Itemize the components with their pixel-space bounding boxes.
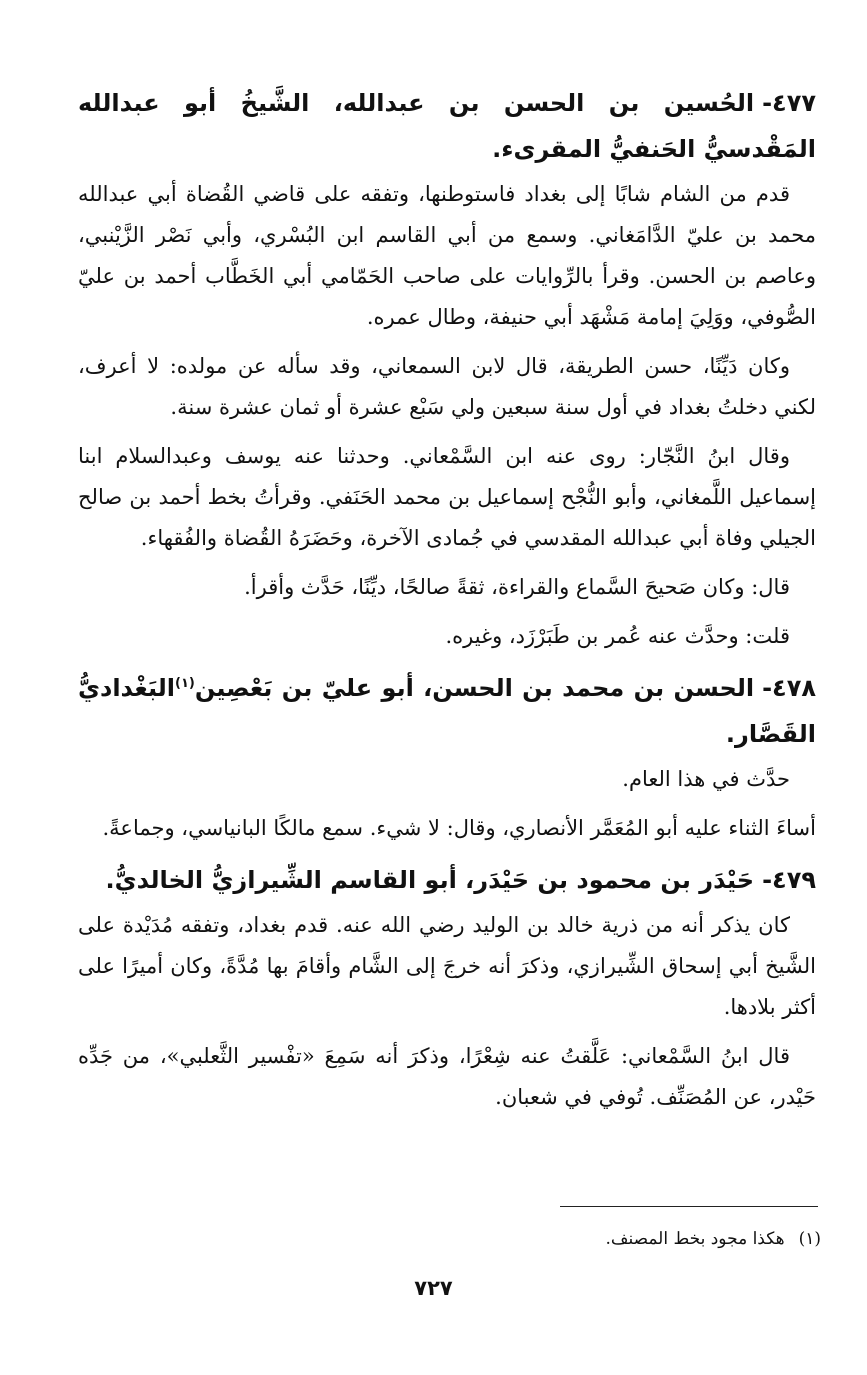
entry-heading-478 [78, 665, 816, 757]
entry-title: الحُسين بن الحسن بن عبدالله، الشَّيخُ أبو عبدالله المَقْدسيُّ الحَنفيُّ المقرىء. [78, 89, 816, 163]
entry-title: الحسن بن محمد بن الحسن، أبو عليّ بن بَعْصِين [194, 674, 755, 702]
entry-heading-477 [78, 80, 816, 172]
entry-number: ٤٧٧- [762, 89, 816, 117]
paragraph: قال ابنُ السَّمْعاني: عَلَّقتُ عنه شِعْرًا، وذكرَ أنه سَمِعَ «تفْسير الثَّعلبي»، من جَدِّه حَيْدر، عن المُصَنِّف. تُوفي في شعبان. [78, 1044, 816, 1109]
entry-title-continued: البَغْداديُّ القَصَّار. [78, 674, 816, 748]
footnote-divider [560, 1206, 818, 1207]
paragraph: وكان دَيِّنًا، حسن الطريقة، قال لابن السمعاني، وقد سأله عن مولده: لا أعرف، لكني دخلتُ بغداد في أول سنة سبعين ولي سَبْع عشرة أو ثمان عشرة سنة. [78, 354, 816, 419]
paragraph: قال: وكان صَحيحَ السَّماع والقراءة، ثقةً صالحًا، ديِّنًا، حَدَّث وأقرأ. [244, 575, 790, 599]
footnote [605, 1226, 821, 1252]
entry-number: ٤٧٨- [762, 674, 816, 702]
footnote-reference: (١) [174, 676, 195, 691]
entry-number: ٤٧٩- [762, 866, 816, 894]
paragraph: وقال ابنُ النَّجّار: روى عنه ابن السَّمْعاني. وحدثنا عنه يوسف وعبدالسلام ابنا إسماعيل اللَّمغاني، وأبو النُّجْح إسماعيل بن محمد الحَنَفي. وقرأتُ بخط أحمد بن صالح الجيلي وفاة أبي عبدالله المقدسي في جُمادى الآخرة، وحَضَرَهُ القُضاة والفُقهاء. [78, 444, 816, 550]
paragraph: قدم من الشام شابًا إلى بغداد فاستوطنها، وتفقه على قاضي القُضاة أبي عبدالله محمد بن عليّ الدَّامَغاني. وسمع من أبي القاسم ابن البُسْري، وأبي نَصْر الزَّيْنبي، وعاصم بن الحسن. وقرأ بالرِّوايات على صاحب الحَمّامي أبي الخَطَّاب أحمد بن عليّ الصُّوفي، ووَلِيَ إمامة مَشْهَد أبي حنيفة، وطال عمره. [78, 182, 816, 329]
footnote-number: (١) [798, 1229, 821, 1249]
paragraph: حدَّث في هذا العام. [622, 767, 790, 791]
entry-title: حَيْدَر بن محمود بن حَيْدَر، أبو القاسم الشِّيرازيُّ الخالديُّ. [105, 866, 755, 894]
paragraph: كان يذكر أنه من ذرية خالد بن الوليد رضي الله عنه. قدم بغداد، وتفقه مُدَيْدة على الشَّيخ أبي إسحاق الشِّيرازي، وذكرَ أنه خرجَ إلى الشَّام وأقامَ بها مُدَّةً، وكان أميرًا على أكثر بلادها. [78, 913, 816, 1019]
footnote-text: هكذا مجود بخط المصنف. [605, 1229, 785, 1249]
page-body [78, 80, 816, 1126]
page-number: ٧٢٧ [414, 1276, 453, 1300]
entry-heading-479 [78, 857, 816, 903]
paragraph: أساءَ الثناء عليه أبو المُعَمَّر الأنصاري، وقال: لا شيء. سمع مالكًا البانياسي، وجماعةً. [102, 816, 816, 840]
paragraph: قلت: وحدَّث عنه عُمر بن طَبَرْزَد، وغيره. [445, 624, 790, 648]
